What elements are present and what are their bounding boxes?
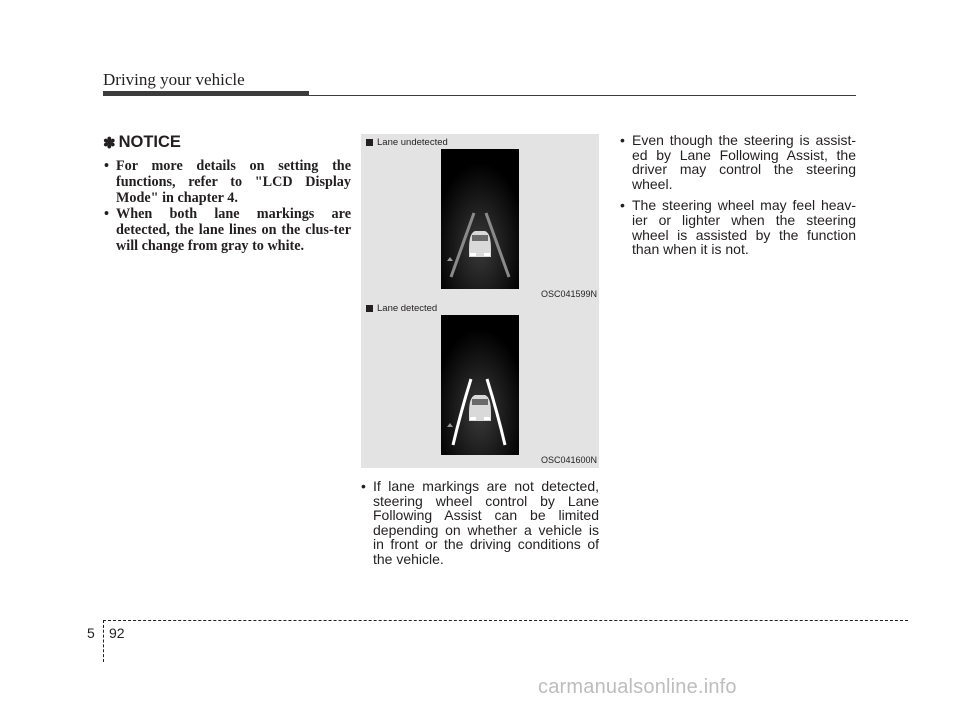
lane-undetected-illustration: [441, 149, 519, 289]
bullet-item: • If lane markings are not detected, steering wheel control by Lane Following Assist can be limited depending on whether a vehicle is in front or the driving conditions of the vehicle.: [361, 479, 599, 567]
figure-code: OSC041599N: [540, 289, 597, 299]
notice-heading: [103, 133, 351, 152]
square-bullet-icon: [366, 305, 373, 312]
notice-item: • When both lane markings are detected, the lane lines on the clus-ter will change from gray to white.: [103, 206, 351, 254]
lane-detected-illustration: [441, 315, 519, 455]
page-number: 92: [109, 625, 125, 641]
notice-box: [103, 133, 351, 254]
chapter-number: 5: [87, 625, 95, 641]
notice-list: [103, 158, 351, 254]
notice-item: • For more details on setting the functions, refer to "LCD Display Mode" in chapter 4.: [103, 158, 351, 206]
column-2-text: [361, 479, 599, 574]
figure-lane-detected: [361, 300, 599, 468]
figure-label-text: Lane undetected: [377, 137, 448, 148]
figure-label: [366, 137, 448, 148]
bullet-item: • The steering wheel may feel heav-ier or lighter when the steering wheel is assisted by the function than when it is not.: [620, 198, 856, 256]
cluster-display-image: [441, 149, 519, 289]
figure-label-text: Lane detected: [377, 303, 438, 314]
square-bullet-icon: [366, 139, 373, 146]
car-icon: [469, 395, 491, 421]
watermark: carmanualsonline.info: [538, 676, 737, 698]
page-header-title: Driving your vehicle: [103, 70, 245, 89]
notice-heading-text: NOTICE: [118, 133, 181, 151]
car-icon: [469, 231, 491, 257]
figure-lane-undetected: [361, 134, 599, 302]
cluster-display-image: [441, 315, 519, 455]
figure-code: OSC041600N: [540, 455, 597, 465]
bullet-item: • Even though the steering is assist-ed by Lane Following Assist, the driver may control the steering wheel.: [620, 133, 856, 191]
footer-vertical-rule: [103, 620, 104, 662]
footer-rule: [103, 620, 908, 621]
column-3-text: [620, 133, 856, 264]
header-rule: [103, 95, 856, 96]
figure-label: [366, 303, 437, 314]
notice-star-icon: ✽: [103, 134, 116, 152]
